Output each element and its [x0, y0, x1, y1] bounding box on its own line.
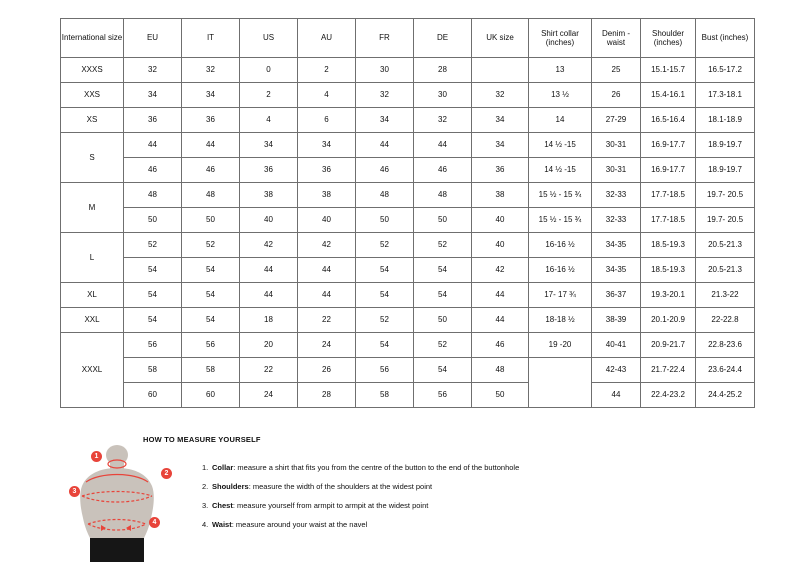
cell-au: 26 — [298, 358, 356, 383]
cell-de: 44 — [414, 133, 472, 158]
cell-denim-waist: 26 — [592, 83, 641, 108]
cell-eu: 32 — [124, 58, 182, 83]
cell-uk-size — [472, 58, 529, 83]
cell-fr: 58 — [356, 383, 414, 408]
cell-it: 60 — [182, 383, 240, 408]
cell-it: 52 — [182, 233, 240, 258]
measure-instruction-item — [202, 520, 732, 530]
cell-uk-size: 44 — [472, 283, 529, 308]
column-header-de: DE — [414, 19, 472, 58]
cell-eu: 52 — [124, 233, 182, 258]
table-row — [61, 383, 755, 408]
cell-denim-waist: 36-37 — [592, 283, 641, 308]
cell-de: 28 — [414, 58, 472, 83]
cell-au: 40 — [298, 208, 356, 233]
cell-au: 38 — [298, 183, 356, 208]
cell-it: 32 — [182, 58, 240, 83]
cell-uk-size: 32 — [472, 83, 529, 108]
cell-shoulder-inches: 22.4-23.2 — [641, 383, 696, 408]
cell-au: 36 — [298, 158, 356, 183]
cell-shirt-collar-inches: 13 ½ — [529, 83, 592, 108]
table-header-row — [61, 19, 755, 58]
cell-de: 50 — [414, 308, 472, 333]
cell-denim-waist: 30-31 — [592, 133, 641, 158]
cell-us: 18 — [240, 308, 298, 333]
cell-fr: 54 — [356, 333, 414, 358]
cell-shirt-collar-inches: 14 ½ -15 — [529, 133, 592, 158]
column-header-international-size: International size — [61, 19, 124, 58]
cell-au: 6 — [298, 108, 356, 133]
table-header — [61, 19, 755, 58]
cell-it: 58 — [182, 358, 240, 383]
measure-instruction-item — [202, 501, 732, 511]
cell-shoulder-inches: 17.7-18.5 — [641, 183, 696, 208]
cell-denim-waist: 30-31 — [592, 158, 641, 183]
cell-denim-waist: 44 — [592, 383, 641, 408]
cell-it: 50 — [182, 208, 240, 233]
cell-denim-waist: 32-33 — [592, 183, 641, 208]
cell-bust-inches: 18.9-19.7 — [696, 158, 755, 183]
table-row — [61, 258, 755, 283]
cell-fr: 54 — [356, 258, 414, 283]
cell-bust-inches: 18.1-18.9 — [696, 108, 755, 133]
column-header-au: AU — [298, 19, 356, 58]
table-row — [61, 83, 755, 108]
cell-fr: 30 — [356, 58, 414, 83]
cell-au: 24 — [298, 333, 356, 358]
cell-eu: 46 — [124, 158, 182, 183]
cell-shirt-collar-inches: 14 — [529, 108, 592, 133]
how-to-measure-title: HOW TO MEASURE YOURSELF — [143, 435, 261, 444]
cell-denim-waist: 40-41 — [592, 333, 641, 358]
cell-au: 44 — [298, 258, 356, 283]
cell-de: 46 — [414, 158, 472, 183]
cell-it: 54 — [182, 308, 240, 333]
cell-it: 46 — [182, 158, 240, 183]
measure-item-text: : measure a shirt that fits you from the centre of the button to the end of the buttonhole — [233, 463, 520, 472]
cell-shirt-collar — [529, 358, 592, 408]
cell-us: 40 — [240, 208, 298, 233]
cell-eu: 54 — [124, 308, 182, 333]
cell-fr: 44 — [356, 133, 414, 158]
cell-au: 22 — [298, 308, 356, 333]
column-header-denim-waist: Denim - waist — [592, 19, 641, 58]
column-header-uk-size: UK size — [472, 19, 529, 58]
cell-us: 34 — [240, 133, 298, 158]
cell-uk-size: 50 — [472, 383, 529, 408]
table-row — [61, 58, 755, 83]
callout-4-waist: 4 — [149, 517, 160, 528]
cell-bust-inches: 24.4-25.2 — [696, 383, 755, 408]
cell-international-size: M — [61, 183, 124, 233]
size-chart-container — [60, 18, 749, 408]
cell-fr: 52 — [356, 233, 414, 258]
cell-de: 56 — [414, 383, 472, 408]
cell-denim-waist: 34-35 — [592, 258, 641, 283]
cell-international-size: XL — [61, 283, 124, 308]
cell-shoulder-inches: 16.9-17.7 — [641, 158, 696, 183]
measure-item-term: Waist — [212, 520, 232, 530]
column-header-shirt-collar: Shirt collar (inches) — [529, 19, 592, 58]
cell-bust-inches: 19.7- 20.5 — [696, 208, 755, 233]
cell-shoulder-inches: 20.1-20.9 — [641, 308, 696, 333]
measure-item-text: : measure yourself from armpit to armpit at the widest point — [232, 501, 429, 511]
table-row — [61, 108, 755, 133]
torso-illustration — [60, 442, 175, 562]
cell-de: 32 — [414, 108, 472, 133]
cell-us: 4 — [240, 108, 298, 133]
cell-us: 42 — [240, 233, 298, 258]
cell-uk-size: 40 — [472, 208, 529, 233]
table-row — [61, 183, 755, 208]
cell-eu: 36 — [124, 108, 182, 133]
measure-item-text: : measure the width of the shoulders at the widest point — [248, 482, 433, 492]
cell-us: 2 — [240, 83, 298, 108]
cell-shirt-collar-inches: 16-16 ½ — [529, 233, 592, 258]
cell-bust-inches: 18.9-19.7 — [696, 133, 755, 158]
cell-fr: 34 — [356, 108, 414, 133]
callout-2-shoulders: 2 — [161, 468, 172, 479]
cell-shirt-collar-inches: 15 ½ - 15 ¾ — [529, 183, 592, 208]
cell-uk-size: 40 — [472, 233, 529, 258]
cell-fr: 54 — [356, 283, 414, 308]
cell-shirt-collar-inches: 17- 17 ¾ — [529, 283, 592, 308]
measure-instruction-item — [202, 463, 732, 473]
cell-de: 50 — [414, 208, 472, 233]
cell-eu: 34 — [124, 83, 182, 108]
column-header-us: US — [240, 19, 298, 58]
measure-item-term: Chest — [212, 501, 233, 511]
cell-shirt-collar-inches: 13 — [529, 58, 592, 83]
cell-it: 54 — [182, 283, 240, 308]
cell-bust-inches: 16.5-17.2 — [696, 58, 755, 83]
cell-de: 52 — [414, 333, 472, 358]
cell-bust-inches: 22.8-23.6 — [696, 333, 755, 358]
cell-denim-waist: 42-43 — [592, 358, 641, 383]
cell-shirt-collar-inches: 14 ½ -15 — [529, 158, 592, 183]
cell-uk-size: 36 — [472, 158, 529, 183]
cell-us: 24 — [240, 383, 298, 408]
cell-it: 48 — [182, 183, 240, 208]
cell-bust-inches: 17.3-18.1 — [696, 83, 755, 108]
column-header-bust: Bust (inches) — [696, 19, 755, 58]
measure-item-term: Collar — [212, 463, 234, 472]
cell-au: 28 — [298, 383, 356, 408]
measure-instructions-list — [172, 463, 732, 540]
cell-denim-waist: 38-39 — [592, 308, 641, 333]
torso-figure — [60, 442, 175, 562]
cell-it: 36 — [182, 108, 240, 133]
cell-eu: 50 — [124, 208, 182, 233]
cell-shoulder-inches: 20.9-21.7 — [641, 333, 696, 358]
table-row — [61, 233, 755, 258]
cell-uk-size: 34 — [472, 133, 529, 158]
column-header-eu: EU — [124, 19, 182, 58]
cell-uk-size: 44 — [472, 308, 529, 333]
table-body — [61, 58, 755, 408]
measure-item-number: 3. — [202, 501, 209, 511]
cell-it: 54 — [182, 258, 240, 283]
cell-shirt-collar-inches: 16-16 ½ — [529, 258, 592, 283]
cell-it: 34 — [182, 83, 240, 108]
cell-shoulder-inches: 16.5-16.4 — [641, 108, 696, 133]
column-header-it: IT — [182, 19, 240, 58]
cell-it: 56 — [182, 333, 240, 358]
table-row — [61, 133, 755, 158]
cell-uk-size: 42 — [472, 258, 529, 283]
cell-international-size: XXL — [61, 308, 124, 333]
cell-fr: 52 — [356, 308, 414, 333]
cell-fr: 50 — [356, 208, 414, 233]
measure-item-text: : measure around your waist at the navel — [231, 520, 368, 530]
measure-item-number: 2. — [202, 482, 209, 492]
cell-international-size: XXXS — [61, 58, 124, 83]
cell-international-size: XXXL — [61, 333, 124, 408]
cell-eu: 56 — [124, 333, 182, 358]
cell-bust-inches: 20.5-21.3 — [696, 258, 755, 283]
cell-shoulder-inches: 16.9-17.7 — [641, 133, 696, 158]
cell-bust-inches: 19.7- 20.5 — [696, 183, 755, 208]
cell-de: 30 — [414, 83, 472, 108]
cell-de: 54 — [414, 283, 472, 308]
cell-de: 52 — [414, 233, 472, 258]
cell-shoulder-inches: 15.1-15.7 — [641, 58, 696, 83]
cell-shoulder-inches: 15.4-16.1 — [641, 83, 696, 108]
cell-uk-size: 34 — [472, 108, 529, 133]
cell-shoulder-inches: 21.7-22.4 — [641, 358, 696, 383]
table-row — [61, 283, 755, 308]
cell-eu: 54 — [124, 283, 182, 308]
cell-de: 54 — [414, 358, 472, 383]
cell-us: 0 — [240, 58, 298, 83]
cell-us: 20 — [240, 333, 298, 358]
cell-bust-inches: 22-22.8 — [696, 308, 755, 333]
cell-shoulder-inches: 19.3-20.1 — [641, 283, 696, 308]
measure-instruction-item — [202, 482, 732, 492]
table-row — [61, 158, 755, 183]
cell-fr: 56 — [356, 358, 414, 383]
callout-3-chest: 3 — [69, 486, 80, 497]
cell-international-size: L — [61, 233, 124, 283]
cell-uk-size: 38 — [472, 183, 529, 208]
cell-au: 4 — [298, 83, 356, 108]
cell-shoulder-inches: 18.5-19.3 — [641, 233, 696, 258]
table-row — [61, 308, 755, 333]
cell-de: 48 — [414, 183, 472, 208]
column-header-fr: FR — [356, 19, 414, 58]
cell-au: 44 — [298, 283, 356, 308]
table-row — [61, 208, 755, 233]
table-row — [61, 333, 755, 358]
cell-fr: 32 — [356, 83, 414, 108]
cell-eu: 54 — [124, 258, 182, 283]
cell-de: 54 — [414, 258, 472, 283]
table-row — [61, 358, 755, 383]
size-chart-table — [60, 18, 755, 408]
column-header-shoulder: Shoulder (inches) — [641, 19, 696, 58]
cell-international-size: XXS — [61, 83, 124, 108]
measure-item-number: 1. — [202, 463, 209, 472]
cell-us: 22 — [240, 358, 298, 383]
cell-denim-waist: 27-29 — [592, 108, 641, 133]
cell-au: 2 — [298, 58, 356, 83]
cell-us: 36 — [240, 158, 298, 183]
cell-eu: 44 — [124, 133, 182, 158]
cell-eu: 58 — [124, 358, 182, 383]
cell-denim-waist: 32-33 — [592, 208, 641, 233]
cell-uk-size: 48 — [472, 358, 529, 383]
cell-shirt-collar-inches: 19 -20 — [529, 333, 592, 358]
cell-it: 44 — [182, 133, 240, 158]
cell-eu: 48 — [124, 183, 182, 208]
cell-au: 34 — [298, 133, 356, 158]
measure-item-number: 4. — [202, 520, 209, 530]
cell-denim-waist: 25 — [592, 58, 641, 83]
cell-eu: 60 — [124, 383, 182, 408]
cell-bust-inches: 20.5-21.3 — [696, 233, 755, 258]
cell-bust-inches: 23.6-24.4 — [696, 358, 755, 383]
cell-uk-size: 46 — [472, 333, 529, 358]
cell-international-size: S — [61, 133, 124, 183]
cell-us: 38 — [240, 183, 298, 208]
cell-shirt-collar-inches: 15 ½ - 15 ¾ — [529, 208, 592, 233]
cell-shoulder-inches: 17.7-18.5 — [641, 208, 696, 233]
measure-item-term: Shoulders — [212, 482, 249, 492]
callout-1-collar: 1 — [91, 451, 102, 462]
cell-au: 42 — [298, 233, 356, 258]
cell-us: 44 — [240, 283, 298, 308]
cell-us: 44 — [240, 258, 298, 283]
cell-denim-waist: 34-35 — [592, 233, 641, 258]
cell-international-size: XS — [61, 108, 124, 133]
cell-fr: 48 — [356, 183, 414, 208]
cell-bust-inches: 21.3-22 — [696, 283, 755, 308]
cell-shirt-collar-inches: 18-18 ½ — [529, 308, 592, 333]
cell-fr: 46 — [356, 158, 414, 183]
cell-shoulder-inches: 18.5-19.3 — [641, 258, 696, 283]
